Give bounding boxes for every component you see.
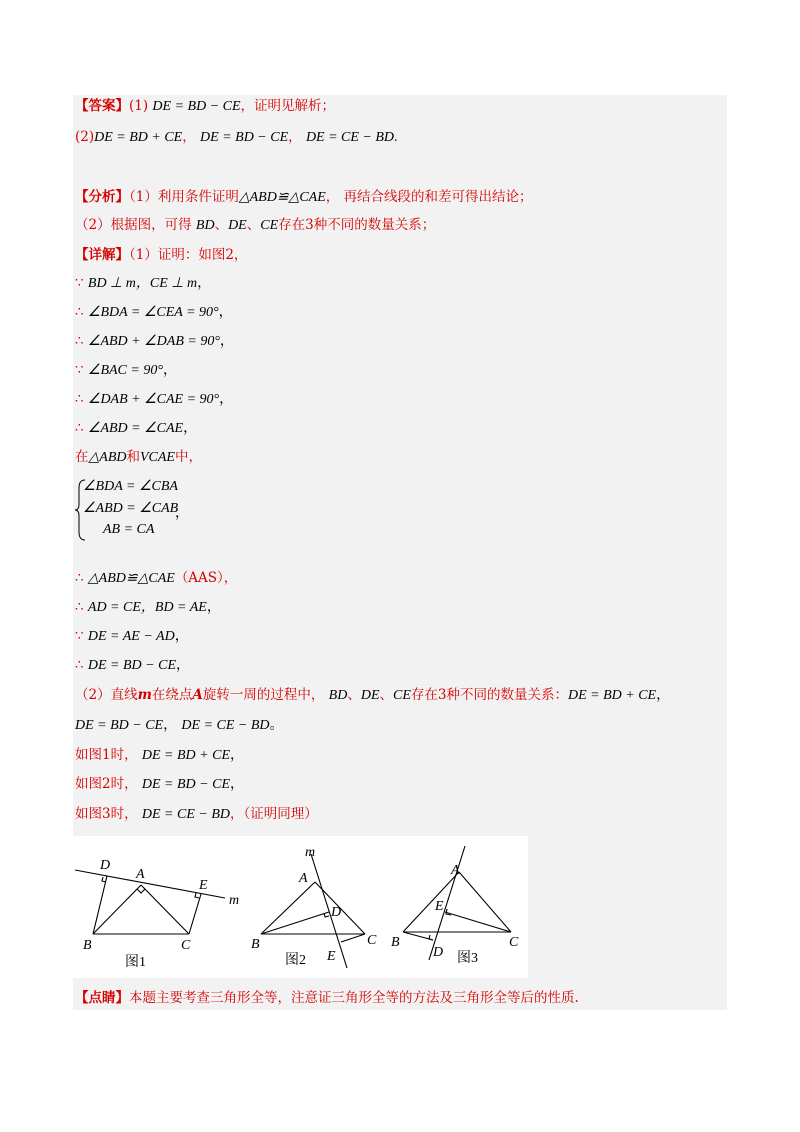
part2-line-1 xyxy=(75,686,670,705)
punctuation: ， xyxy=(197,276,212,291)
point-variable: A xyxy=(192,687,203,703)
segment-ce xyxy=(189,894,201,934)
label-d: D xyxy=(331,905,342,920)
proof-step xyxy=(75,419,197,438)
answer-part1-number: (1) xyxy=(129,98,149,114)
segment-ac xyxy=(459,872,511,932)
segment-bd xyxy=(261,912,329,934)
analysis-text: （1）利用条件证明 xyxy=(129,189,239,205)
proof-step xyxy=(75,569,237,588)
therefore-symbol: ∴ xyxy=(75,570,84,586)
label-c: C xyxy=(181,938,191,953)
punctuation: ， xyxy=(206,600,221,615)
proof-math: △ABD≌△CAE xyxy=(87,571,175,586)
detail-text: 在 xyxy=(75,449,89,465)
detail-text: （1）证明：如图2， xyxy=(129,247,248,263)
segment-ce xyxy=(341,934,365,942)
segment-ba xyxy=(261,882,315,934)
separator: ， xyxy=(182,129,196,145)
label-a: A xyxy=(136,867,145,882)
proof-math: ∠BDA = ∠CEA = 90° xyxy=(87,305,219,320)
case-line-3 xyxy=(75,805,318,824)
separator: ， xyxy=(288,129,302,145)
answer-part1-math: DE = BD − CE xyxy=(152,99,241,114)
answer-part2-math-2: DE = BD − CE xyxy=(200,130,289,145)
detail-text: 如图2时， xyxy=(75,776,138,792)
proof-math: BD ⊥ m，CE ⊥ m xyxy=(87,276,198,291)
detail-tag: 【详解】 xyxy=(75,247,129,263)
therefore-symbol: ∴ xyxy=(75,304,84,320)
comment-tag: 【点睛】 xyxy=(75,990,129,1006)
comment-text: 本题主要考查三角形全等，注意证三角形全等的方法及三角形全等后的性质. xyxy=(129,990,579,1006)
proof-math: DE = BD + CE xyxy=(141,748,230,763)
separator: 、 xyxy=(347,687,361,703)
punctuation: ， xyxy=(174,629,189,644)
segment-ba xyxy=(403,872,459,932)
proof-math: DE = BD + CE xyxy=(568,688,657,703)
label-c: C xyxy=(367,933,377,948)
figure-3-caption: 图3 xyxy=(457,951,478,966)
proof-math: VCAE xyxy=(139,450,175,465)
label-b: B xyxy=(391,935,400,950)
label-c: C xyxy=(509,935,519,950)
analysis-math: DE xyxy=(228,218,247,233)
because-symbol: ∵ xyxy=(75,628,84,644)
answer-part2-number: (2) xyxy=(75,129,95,145)
therefore-symbol: ∴ xyxy=(75,420,84,436)
analysis-line-1 xyxy=(75,188,533,207)
punctuation: ， xyxy=(230,777,244,792)
right-angle-mark xyxy=(137,889,145,893)
proof-math: DE = BD − CE xyxy=(87,658,176,673)
proof-math: ∠BAC = 90° xyxy=(87,363,163,378)
figure-2 xyxy=(261,854,365,968)
label-b: B xyxy=(251,937,260,952)
detail-text: 如图1时， xyxy=(75,747,138,763)
detail-text: ，（证明同理） xyxy=(230,806,318,822)
segment-ce xyxy=(445,912,511,932)
right-angle-mark xyxy=(195,893,199,898)
detail-text: 在绕点 xyxy=(151,687,193,703)
line-variable: m xyxy=(137,687,152,703)
answer-part1-text: ，证明见解析； xyxy=(240,98,336,114)
proof-step xyxy=(75,274,211,293)
segment-bd xyxy=(93,876,107,934)
proof-step xyxy=(75,656,190,675)
detail-text: （AAS）， xyxy=(174,570,238,586)
part2-line-2 xyxy=(75,716,284,735)
separator: 、 xyxy=(379,687,394,703)
proof-step xyxy=(75,361,177,380)
proof-math: ∠ABD = ∠CAE xyxy=(87,421,184,436)
analysis-math: BD xyxy=(195,218,215,233)
figure-2-caption: 图2 xyxy=(285,953,306,968)
because-symbol: ∵ xyxy=(75,275,84,291)
punctuation: 。 xyxy=(269,718,284,733)
label-e: E xyxy=(327,949,336,964)
punctuation: ， xyxy=(656,688,671,703)
punctuation: ， xyxy=(183,421,198,436)
analysis-math: △ABD≌△CAE xyxy=(238,190,326,205)
detail-text: （2）直线 xyxy=(75,687,138,703)
proof-step xyxy=(75,390,233,409)
proof-math: BD xyxy=(328,688,348,703)
label-m: m xyxy=(229,893,240,908)
detail-text: 和 xyxy=(126,449,140,465)
proof-step xyxy=(75,627,189,646)
proof-math: CE xyxy=(393,688,411,703)
proof-step xyxy=(75,303,233,322)
answer-tag: 【答案】 xyxy=(75,98,129,114)
label-a: A xyxy=(299,871,308,886)
proof-math: DE = CE − BD xyxy=(141,807,230,822)
therefore-symbol: ∴ xyxy=(75,333,84,349)
proof-math: AD = CE，BD = AE xyxy=(87,600,207,615)
therefore-symbol: ∴ xyxy=(75,599,84,615)
segment-ac xyxy=(141,885,189,934)
proof-math: ∠ABD + ∠DAB = 90° xyxy=(87,334,220,349)
analysis-math: CE xyxy=(260,218,279,233)
detail-intro xyxy=(75,246,247,264)
punctuation: ， xyxy=(163,718,178,733)
punctuation: ， xyxy=(176,658,190,673)
therefore-symbol: ∴ xyxy=(75,391,84,407)
figure-1-caption: 图1 xyxy=(125,955,146,970)
system-row-1: ∠BDA = ∠CBA xyxy=(83,479,178,494)
proof-math: DE = CE − BD xyxy=(181,718,270,733)
proof-step xyxy=(75,448,202,467)
proof-math: DE xyxy=(360,688,380,703)
because-symbol: ∵ xyxy=(75,362,84,378)
proof-math: △ABD xyxy=(88,450,127,465)
analysis-text: 存在3种不同的数量关系； xyxy=(278,217,436,233)
detail-text: 中， xyxy=(174,449,202,465)
detail-text: 如图3时， xyxy=(75,806,138,822)
punctuation: ， xyxy=(230,748,244,763)
figures-panel xyxy=(73,836,528,978)
proof-step xyxy=(75,598,221,617)
analysis-text: （2）根据图，可得 xyxy=(75,217,192,233)
punctuation: ， xyxy=(162,363,177,378)
geometry-figures xyxy=(73,836,528,978)
answer-part2-math-3: DE = CE − BD xyxy=(305,130,395,145)
label-e: E xyxy=(199,878,208,893)
answer-part2-math-1: DE = BD + CE xyxy=(94,130,183,145)
separator: 、 xyxy=(246,217,261,233)
punctuation: ， xyxy=(219,392,234,407)
detail-text: 存在3种不同的数量关系： xyxy=(410,687,568,703)
analysis-line-2 xyxy=(75,216,435,235)
system-row-2: ∠ABD = ∠CAB xyxy=(83,501,179,516)
segment-ba xyxy=(93,885,141,934)
proof-math: ∠DAB + ∠CAE = 90° xyxy=(87,392,220,407)
detail-text: 旋转一周的过程中， xyxy=(202,687,325,703)
period: . xyxy=(394,130,398,145)
proof-math: DE = BD − CE xyxy=(75,718,164,733)
proof-step xyxy=(75,332,234,351)
answer-line-2 xyxy=(75,128,398,147)
label-d: D xyxy=(433,945,444,960)
label-b: B xyxy=(83,938,92,953)
right-angle-mark xyxy=(429,935,433,940)
punctuation: ， xyxy=(218,305,233,320)
proof-math: DE = BD − CE xyxy=(141,777,230,792)
comment-line xyxy=(75,989,579,1007)
answer-line-1 xyxy=(75,97,335,116)
label-a: A xyxy=(451,863,460,878)
system-row-3: AB = CA xyxy=(103,522,155,537)
case-line-1 xyxy=(75,746,244,765)
label-d: D xyxy=(100,858,111,873)
system-comma: ， xyxy=(175,506,189,521)
punctuation: ， xyxy=(219,334,234,349)
proof-math: DE = AE − AD xyxy=(87,629,175,644)
analysis-tag: 【分析】 xyxy=(75,189,129,205)
separator: 、 xyxy=(214,217,229,233)
label-e: E xyxy=(435,899,444,914)
analysis-text: ， 再结合线段的和差可得出结论； xyxy=(325,189,533,205)
label-m: m xyxy=(305,845,316,860)
therefore-symbol: ∴ xyxy=(75,657,84,673)
case-line-2 xyxy=(75,775,244,794)
congruence-system xyxy=(75,478,215,544)
